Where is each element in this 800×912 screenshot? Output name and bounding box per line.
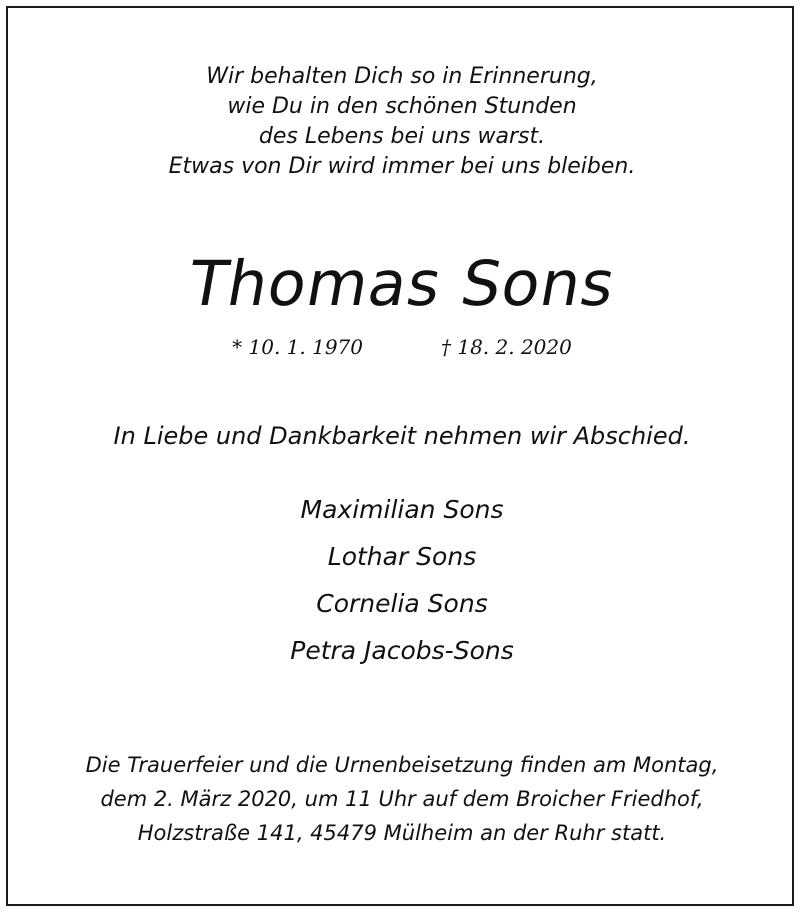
poem-verse [8, 62, 796, 182]
birth-date: * 10. 1. 1970 [232, 335, 363, 359]
family-member-name: Petra Jacobs-Sons [290, 636, 514, 665]
poem-line: Wir behalten Dich so in Erinnerung, [206, 64, 598, 89]
life-dates [8, 334, 796, 360]
family-member-name: Maximilian Sons [300, 495, 504, 524]
obituary-frame [6, 6, 794, 906]
poem-line: des Lebens bei uns warst. [258, 124, 546, 149]
poem-line: wie Du in den schönen Stunden [227, 94, 577, 119]
deceased-name: Thomas Sons [182, 247, 622, 320]
notice-line: Holzstraße 141, 45479 Mülheim an der Ruhr statt. [137, 821, 667, 845]
family-member-name: Lothar Sons [327, 542, 477, 571]
farewell-line: In Liebe und Dankbarkeit nehmen wir Abschied. [113, 422, 691, 450]
death-date: † 18. 2. 2020 [441, 335, 572, 359]
poem-line: Etwas von Dir wird immer bei uns bleiben. [168, 154, 636, 179]
funeral-notice [8, 748, 796, 850]
notice-line: dem 2. März 2020, um 11 Uhr auf dem Broicher Friedhof, [100, 787, 704, 811]
family-members [8, 486, 796, 674]
family-member-name: Cornelia Sons [316, 589, 488, 618]
notice-line: Die Trauerfeier und die Urnenbeisetzung finden am Montag, [85, 753, 719, 777]
